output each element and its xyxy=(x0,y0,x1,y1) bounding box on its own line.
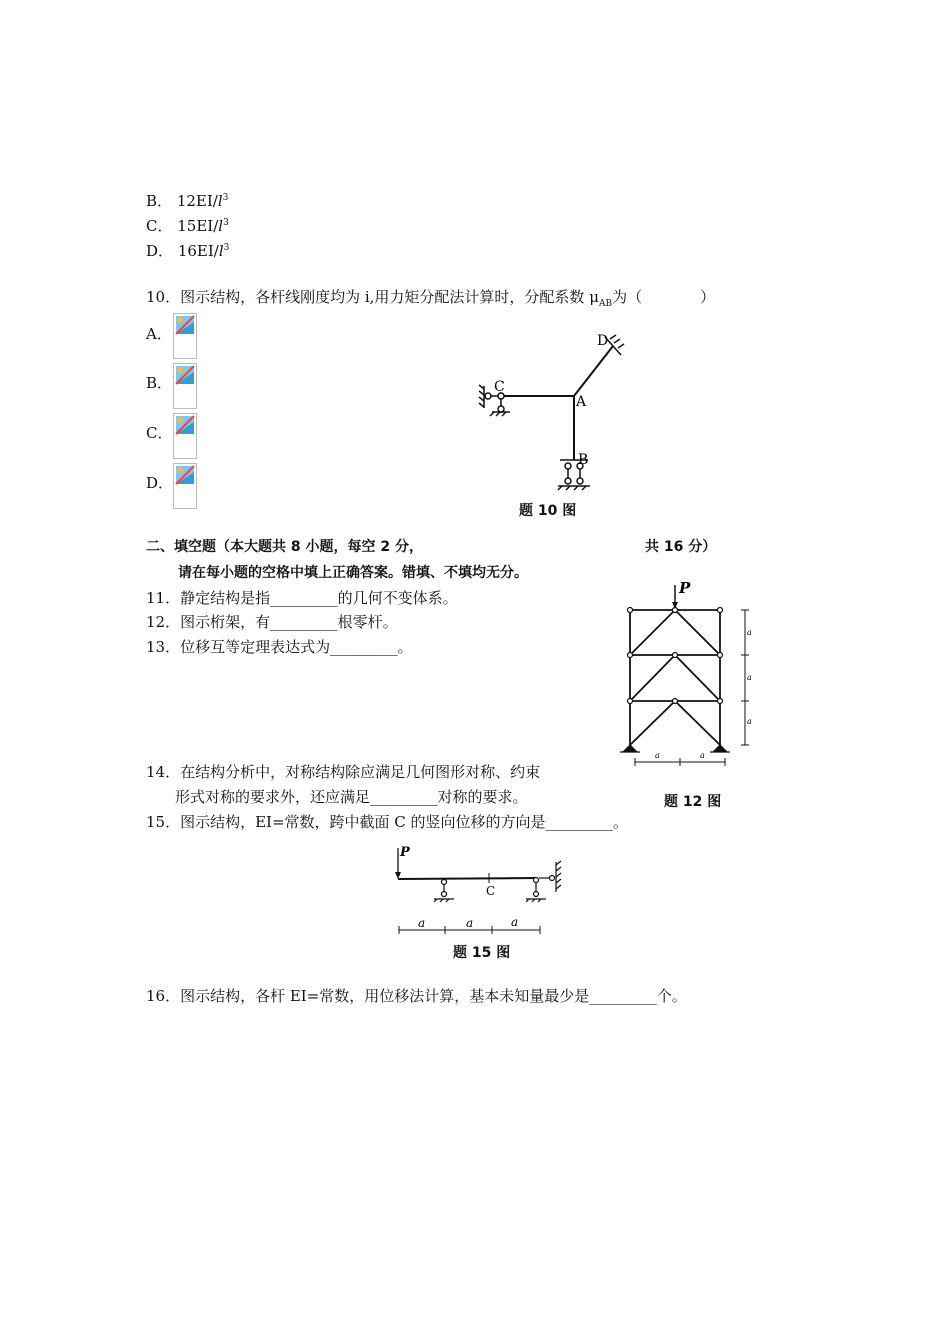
q10-option-c: C． xyxy=(146,424,173,442)
option-b: B． $12EI/l^3$ xyxy=(146,192,229,210)
load-p: P xyxy=(400,845,410,860)
question-13: 13．位移互等定理表达式为_________。 xyxy=(146,638,413,656)
section-2-total: 共 16 分） xyxy=(645,539,717,555)
q10-option-d: D． xyxy=(146,474,174,492)
dim-a: a xyxy=(466,916,474,930)
question-14-line1: 14．在结构分析中，对称结构除应满足几何图形对称、约束 xyxy=(146,763,541,781)
option-d: D． $16EI/l^3$ xyxy=(146,242,230,260)
question-11: 11．静定结构是指_________的几何不变体系。 xyxy=(146,589,458,607)
figure-15-caption: 题 15 图 xyxy=(453,945,511,961)
figure-15-beam xyxy=(388,842,573,940)
question-15: 15．图示结构，EI=常数，跨中截面 C 的竖向位移的方向是_________。 xyxy=(146,813,629,831)
q10-option-a: A． xyxy=(146,325,172,343)
label-d: D xyxy=(597,333,609,349)
figure-10-frame xyxy=(470,328,640,498)
dim-a: a xyxy=(747,673,752,682)
broken-image-icon xyxy=(173,463,197,509)
option-c: C． $15EI/l^3$ xyxy=(146,217,229,235)
dim-a: a xyxy=(655,751,660,760)
load-p: P xyxy=(679,579,691,597)
section-2-title: 二、填空题（本大题共 8 小题，每空 2 分， xyxy=(146,539,423,555)
dim-a: a xyxy=(747,717,752,726)
dim-a: a xyxy=(700,751,705,760)
figure-12-caption: 题 12 图 xyxy=(664,794,722,810)
q10-option-b: B． xyxy=(146,374,173,392)
broken-image-icon xyxy=(173,413,197,459)
question-12: 12．图示桁架，有_________根零杆。 xyxy=(146,613,398,631)
label-a: A xyxy=(576,394,587,410)
dim-a: a xyxy=(511,915,519,929)
label-c: C xyxy=(494,379,505,395)
point-c: C xyxy=(486,884,496,898)
question-10: 10．图示结构，各杆线刚度均为 i,用力矩分配法计算时，分配系数 $\mu_{AB}$为（ ） xyxy=(146,288,716,309)
dim-a: a xyxy=(747,628,752,637)
question-16: 16．图示结构，各杆 EI=常数，用位移法计算，基本未知量最少是_________个。 xyxy=(146,987,687,1005)
label-b: B xyxy=(578,452,589,468)
dim-a: a xyxy=(418,916,426,930)
figure-10-caption: 题 10 图 xyxy=(519,503,577,519)
broken-image-icon xyxy=(173,313,197,359)
section-2-instruction: 请在每小题的空格中填上正确答案。错填、不填均无分。 xyxy=(178,565,528,581)
figure-12-truss xyxy=(600,575,770,770)
broken-image-icon xyxy=(173,363,197,409)
question-14-line2: 形式对称的要求外，还应满足_________对称的要求。 xyxy=(175,788,528,806)
